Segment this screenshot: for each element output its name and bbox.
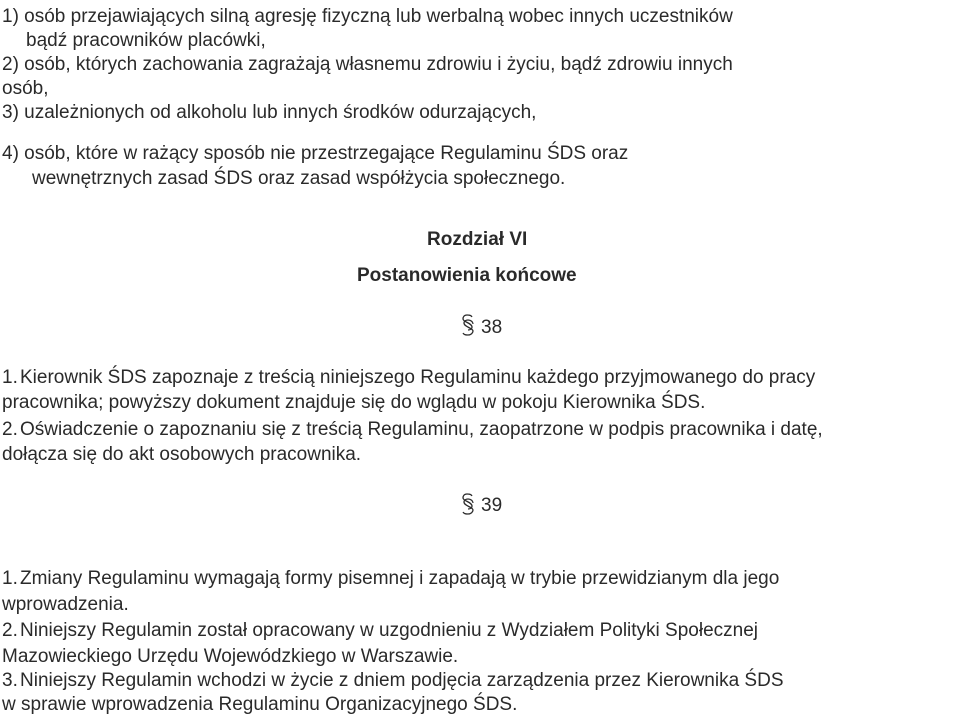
section-38-paragraph-1-line-1: Kierownik ŚDS zapoznaje z treścią niniejszego Regulaminu każdego przyjmowanego do pracy: [20, 367, 816, 388]
chapter-title: Rozdział VI: [427, 229, 528, 250]
list-item-3-line-1: 3) uzależnionych od alkoholu lub innych środków odurzających,: [2, 102, 537, 123]
section-39-paragraph-3-line-1: Niniejszy Regulamin wchodzi w życie z dniem podjęcia zarządzenia przez Kierownika ŚDS: [20, 670, 784, 691]
list-item-1-line-2: bądź pracowników placówki,: [26, 30, 266, 51]
section-39-paragraph-1-line-2: wprowadzenia.: [2, 594, 129, 615]
section-38-paragraph-2-line-2: dołącza się do akt osobowych pracownika.: [2, 444, 362, 465]
section-39-paragraph-2-line-2: Mazowieckiego Urzędu Wojewódzkiego w Warszawie.: [2, 646, 459, 667]
list-item-4-line-2: wewnętrznych zasad ŚDS oraz zasad współżycia społecznego.: [32, 168, 566, 189]
list-item-4-line-1: 4) osób, które w rażący sposób nie przestrzegające Regulaminu ŚDS oraz: [2, 143, 629, 164]
section-38-number: 38: [481, 317, 503, 338]
list-item-2-line-2: osób,: [2, 78, 49, 99]
section-39-paragraph-1-number: 1.: [2, 568, 18, 589]
section-38-paragraph-1-line-2: pracownika; powyższy dokument znajduje się do wglądu w pokoju Kierownika ŚDS.: [2, 392, 706, 413]
section-sign-icon: [461, 314, 475, 336]
section-39-paragraph-2-number: 2.: [2, 620, 18, 641]
section-38-paragraph-1-number: 1.: [2, 367, 18, 388]
chapter-subtitle: Postanowienia końcowe: [357, 265, 577, 286]
section-39-paragraph-2-line-1: Niniejszy Regulamin został opracowany w uzgodnieniu z Wydziałem Polityki Społecznej: [20, 620, 759, 641]
section-39-paragraph-1-line-1: Zmiany Regulaminu wymagają formy pisemnej i zapadają w trybie przewidzianym dla jego: [20, 568, 780, 589]
section-38-paragraph-2-number: 2.: [2, 419, 18, 440]
section-39-paragraph-3-number: 3.: [2, 670, 18, 691]
section-39-number: 39: [481, 495, 503, 516]
list-item-1-line-1: 1) osób przejawiających silną agresję fizyczną lub werbalną wobec innych uczestników: [2, 6, 733, 27]
section-39-paragraph-3-line-2: w sprawie wprowadzenia Regulaminu Organizacyjnego ŚDS.: [2, 694, 518, 715]
section-38-paragraph-2-line-1: Oświadczenie o zapoznaniu się z treścią Regulaminu, zaopatrzone w podpis pracownika i datę,: [20, 419, 823, 440]
list-item-2-line-1: 2) osób, których zachowania zagrażają własnemu zdrowiu i życiu, bądź zdrowiu innych: [2, 54, 733, 75]
section-sign-icon: [461, 493, 475, 515]
